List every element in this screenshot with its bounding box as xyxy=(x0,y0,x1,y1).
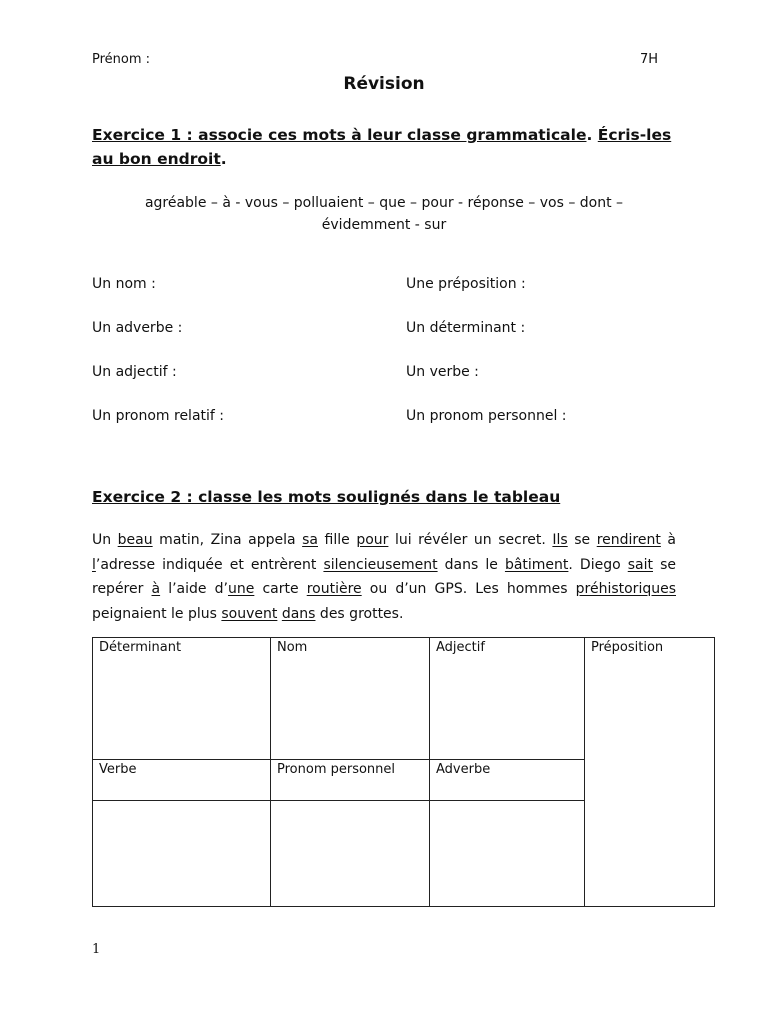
exercise2-paragraph xyxy=(92,528,676,626)
underlined-word: silencieusement xyxy=(323,556,438,573)
table-header-verbe: Verbe xyxy=(99,762,137,777)
exercise1-title-part1: Exercice 1 : associe ces mots à leur classe grammaticale xyxy=(92,126,587,144)
exercise1-title-part3: Écris-les au bon endroit xyxy=(92,126,672,168)
prenom-label: Prénom : xyxy=(92,52,151,67)
paragraph-text: Un xyxy=(92,532,118,548)
paragraph-text: . Diego xyxy=(568,556,628,573)
table-header-preposition: Préposition xyxy=(591,640,664,655)
class-label: 7H xyxy=(640,52,659,67)
table-cell-pronom-personnel-answer[interactable] xyxy=(271,801,430,907)
paragraph-text: peignaient le plus xyxy=(92,605,222,622)
underlined-word: pour xyxy=(356,532,389,548)
word-list-line2: évidemment - sur xyxy=(321,217,447,233)
table-cell-determinant[interactable] xyxy=(93,638,271,760)
underlined-word: sait xyxy=(627,556,653,573)
underlined-word: bâtiment xyxy=(504,556,569,573)
paragraph-text: l’aide d’ xyxy=(160,581,228,597)
field-preposition: Une préposition : xyxy=(406,276,526,292)
paragraph-text: matin, Zina appela xyxy=(152,532,303,548)
classification-table xyxy=(92,637,715,907)
table-header-adverbe: Adverbe xyxy=(436,762,491,777)
table-cell-adverbe[interactable] xyxy=(430,760,585,801)
exercise1-title xyxy=(92,123,676,171)
table-header-adjectif: Adjectif xyxy=(436,640,485,655)
paragraph-text: se repérer xyxy=(92,556,676,597)
field-pronom-relatif: Un pronom relatif : xyxy=(92,408,225,424)
underlined-word: souvent xyxy=(221,605,278,622)
underlined-word: une xyxy=(227,581,255,597)
exercise1-title-part2: . xyxy=(586,126,598,144)
word-list-line1: agréable – à - vous – polluaient – que – pour - réponse – vos – dont – xyxy=(144,195,624,211)
table-cell-preposition[interactable] xyxy=(585,638,715,907)
table-cell-adverbe-answer[interactable] xyxy=(430,801,585,907)
underlined-word: routière xyxy=(306,581,362,597)
underlined-word: rendirent xyxy=(596,532,661,548)
paragraph-text: ou d’un GPS. Les hommes xyxy=(361,581,576,597)
field-verbe: Un verbe : xyxy=(406,364,479,380)
table-cell-verbe-answer[interactable] xyxy=(93,801,271,907)
exercise2-title-text: Exercice 2 : classe les mots soulignés dans le tableau xyxy=(92,488,561,506)
paragraph-text: fille xyxy=(318,532,357,548)
exercise2-title xyxy=(92,485,676,509)
underlined-word: l xyxy=(92,556,96,573)
table-cell-nom[interactable] xyxy=(271,638,430,760)
paragraph-text: dans le xyxy=(437,556,505,573)
table-cell-verbe[interactable] xyxy=(93,760,271,801)
field-adverbe: Un adverbe : xyxy=(92,320,183,336)
paragraph-text: lui révéler un secret. xyxy=(388,532,553,548)
paragraph-text: à xyxy=(660,532,676,548)
table-cell-adjectif[interactable] xyxy=(430,638,585,760)
underlined-word: sa xyxy=(302,532,318,548)
underlined-word: à xyxy=(151,581,161,597)
word-list xyxy=(92,192,676,236)
page-number: 1 xyxy=(92,942,101,957)
table-header-determinant: Déterminant xyxy=(99,640,182,655)
field-adjectif: Un adjectif : xyxy=(92,364,177,380)
field-nom: Un nom : xyxy=(92,276,156,292)
field-determinant: Un déterminant : xyxy=(406,320,526,336)
field-pronom-personnel: Un pronom personnel : xyxy=(406,408,567,424)
underlined-word: Ils xyxy=(552,532,568,548)
exercise1-title-part4: . xyxy=(220,150,227,168)
table-cell-pronom-personnel[interactable] xyxy=(271,760,430,801)
paragraph-text: carte xyxy=(254,581,307,597)
underlined-word: préhistoriques xyxy=(575,581,676,597)
paragraph-text: se xyxy=(567,532,597,548)
table-header-pronom-personnel: Pronom personnel xyxy=(277,762,396,777)
paragraph-text: ’adresse indiquée et entrèrent xyxy=(95,556,324,573)
underlined-word: beau xyxy=(117,532,153,548)
page-title: Révision xyxy=(343,74,425,94)
paragraph-text: des grottes. xyxy=(315,605,404,622)
table-header-nom: Nom xyxy=(277,640,308,655)
underlined-word: dans xyxy=(281,605,316,622)
